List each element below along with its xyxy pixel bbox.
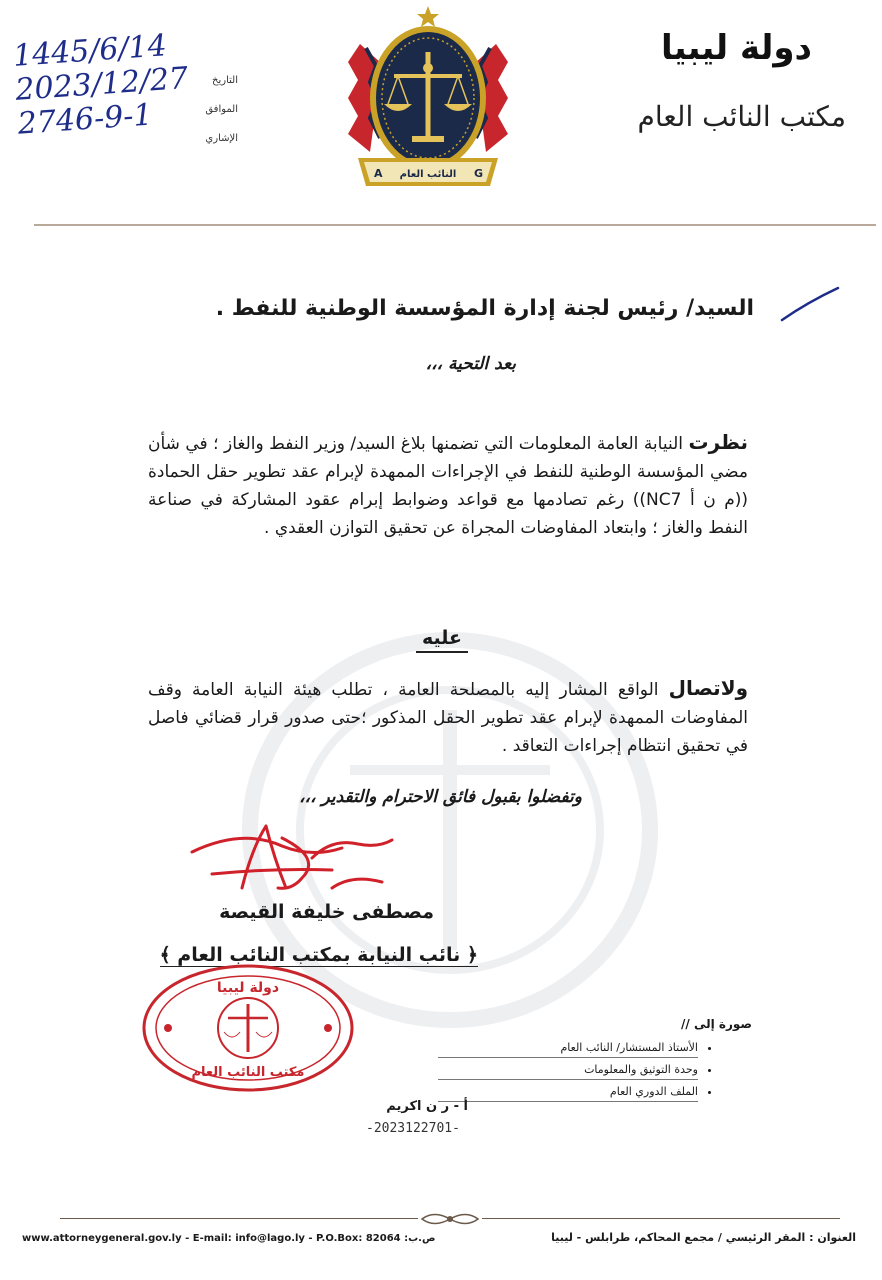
meta-label-date: التاريخ (212, 75, 238, 86)
paragraph-1-text: النيابة العامة المعلومات التي تضمنها بلاغ السيد/ وزير النفط والغاز ؛ في شأن مضي المؤسسة الوطنية للنفط في الإجراءات الممهدة لإبرام عقد تطوير حقل الحمادة ((م ن أ NC7)) رغم تصادمها مع قواعد وضوابط إبرام عقود المشاركة في صناعة النفط والغاز ؛ وابتعاد المفاوضات المجراة عن تحقيق التوازن العقدي . (148, 434, 749, 538)
handwritten-gregorian-date: 2023/12/27 (14, 60, 190, 108)
footer-ornament-icon (418, 1208, 482, 1230)
stamp-top-text: دولة ليبيا (216, 980, 280, 996)
emblem-label: النائب العام (399, 169, 457, 180)
list-item: • الأستاذ المستشار/ النائب العام (438, 1038, 698, 1058)
signer-title: ﴿ نائب النيابة بمكتب النائب العام ﴾ (159, 944, 478, 966)
header-divider (34, 224, 876, 226)
paragraph-1 (148, 428, 748, 542)
handwritten-meta (12, 27, 199, 141)
copies-list (438, 1038, 714, 1104)
list-item: • وحدة التوثيق والمعلومات (438, 1060, 698, 1080)
closing: وتفضلوا بقبول فائق الاحترام والتقدير ،،، (299, 787, 582, 807)
paragraph-2-text: الواقع المشار إليه بالمصلحة العامة ، تطلب هيئة النيابة العامة وقف المفاوضات الممهدة لإبرام عقد تطوير الحقل المذكور ؛حتى صدور قرار قضائي فاصل في تحقيق انتظام إجراءات التعاقد . (148, 680, 748, 756)
meta-label-reference: الإشاري (205, 133, 238, 144)
meta-label-corresponding: الموافق (205, 104, 238, 115)
slash-mark-icon (778, 284, 842, 324)
paragraph-2 (148, 674, 748, 760)
copies-title: صورة إلى // (681, 1017, 752, 1031)
reference-number: -2023122701- (366, 1121, 460, 1136)
greeting: بعد التحية ،،، (425, 354, 516, 374)
footer-address: العنوان : المقر الرئيسي / مجمع المحاكم، طرابلس - ليبيا (551, 1231, 856, 1244)
office-name: مكتب النائب العام (637, 100, 846, 133)
handwritten-reference: 2746-9-1 (16, 97, 154, 142)
list-item: • الملف الدوري العام (438, 1082, 698, 1102)
signer-name: مصطفى خليفة القيصة (219, 901, 434, 923)
footer-contact: www.attorneygeneral.gov.ly - E-mail: info@lago.ly - P.O.Box: 82064 :ص.ب (22, 1233, 436, 1244)
handwritten-signature (182, 818, 402, 898)
paragraph-2-lead: ولاتصال (668, 676, 749, 700)
state-name: دولة ليبيا (661, 28, 812, 68)
handwritten-hijri-date: 1445/6/14 (11, 28, 168, 74)
scales-of-justice-icon (342, 4, 514, 196)
section-heading: عليه (416, 627, 468, 653)
official-stamp-icon (140, 962, 356, 1094)
paragraph-1-lead: نظرت (688, 430, 749, 454)
recipient: السيد/ رئيس لجنة إدارة المؤسسة الوطنية للنفط . (215, 296, 754, 321)
emblem-letter-g: G (474, 167, 484, 180)
reference-initials: أ - ر ن اكريم (386, 1099, 468, 1114)
stamp-bottom-text: مكتب النائب العام (191, 1065, 305, 1080)
emblem-letter-a: A (374, 167, 383, 180)
